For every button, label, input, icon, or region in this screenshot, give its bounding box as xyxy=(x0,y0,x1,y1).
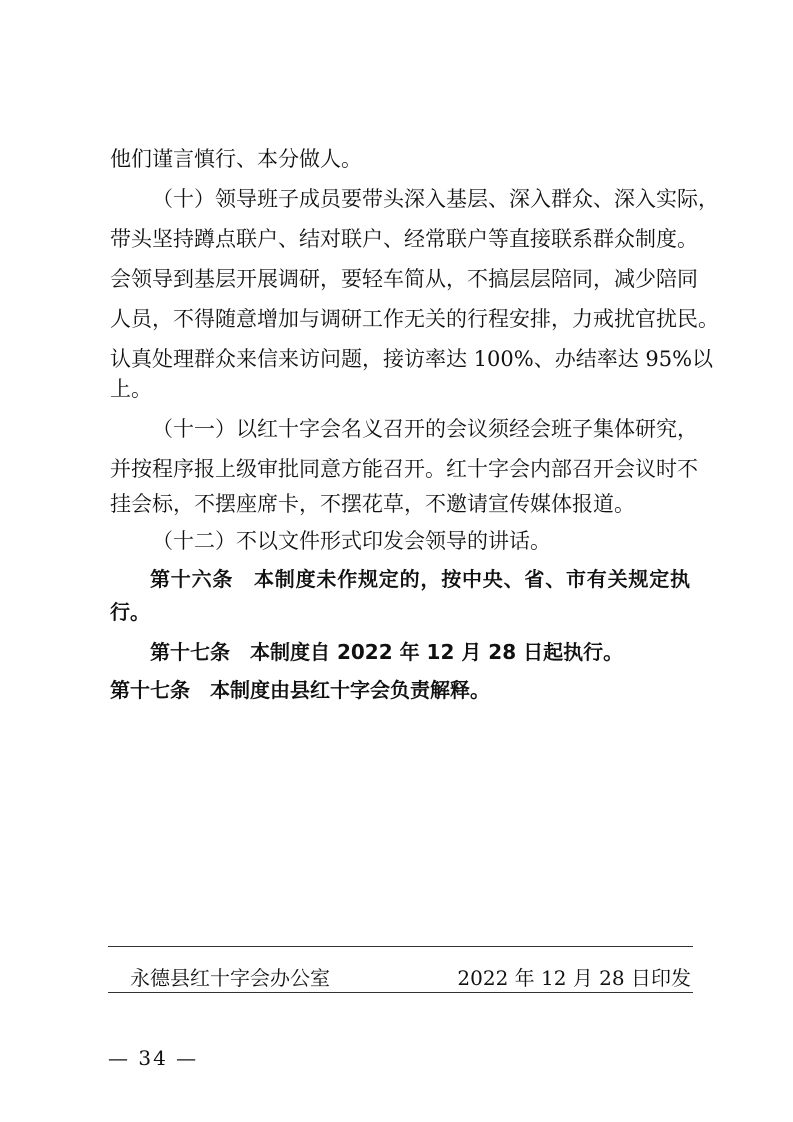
issuer-name: 永德县红十字会办公室 xyxy=(130,966,330,990)
text-line: 会领导到基层开展调研，要轻车简从，不搞层层陪同，减少陪同 xyxy=(110,267,698,291)
text-line: 人员，不得随意增加与调研工作无关的行程安排，力戒扰官扰民。 xyxy=(110,307,719,331)
text-line: （十一）以红十字会名义召开的会议须经会班子集体研究， xyxy=(152,417,698,441)
text-line: （十二）不以文件形式印发会领导的讲话。 xyxy=(152,529,551,553)
text-line: （十）领导班子成员要带头深入基层、深入群众、深入实际， xyxy=(152,187,719,211)
text-line: 挂会标，不摆座席卡，不摆花草，不邀请宣传媒体报道。 xyxy=(110,492,635,516)
page-number: — 34 — xyxy=(108,1046,199,1070)
text-line: 并按程序报上级审批同意方能召开。红十字会内部召开会议时不 xyxy=(110,457,698,481)
article-17b-line: 第十七条 本制度由县红十字会负责解释。 xyxy=(110,678,490,702)
issue-date: 2022 年 12 月 28 日印发 xyxy=(457,966,691,990)
text-line: 认真处理群众来信来访问题，接访率达 100%、办结率达 95%以 xyxy=(110,347,714,371)
footer-bottom-rule xyxy=(108,992,693,993)
text-line: 他们谨言慎行、本分做人。 xyxy=(110,147,362,171)
text-line: 上。 xyxy=(110,377,152,401)
text-line: 带头坚持蹲点联户、结对联户、经常联户等直接联系群众制度。 xyxy=(110,227,698,251)
article-16-line: 第十六条 本制度未作规定的，按中央、省、市有关规定执 xyxy=(150,567,690,591)
article-17-line: 第十七条 本制度自 2022 年 12 月 28 日起执行。 xyxy=(150,640,624,664)
footer-top-rule xyxy=(108,946,693,947)
article-16-line: 行。 xyxy=(110,600,150,624)
